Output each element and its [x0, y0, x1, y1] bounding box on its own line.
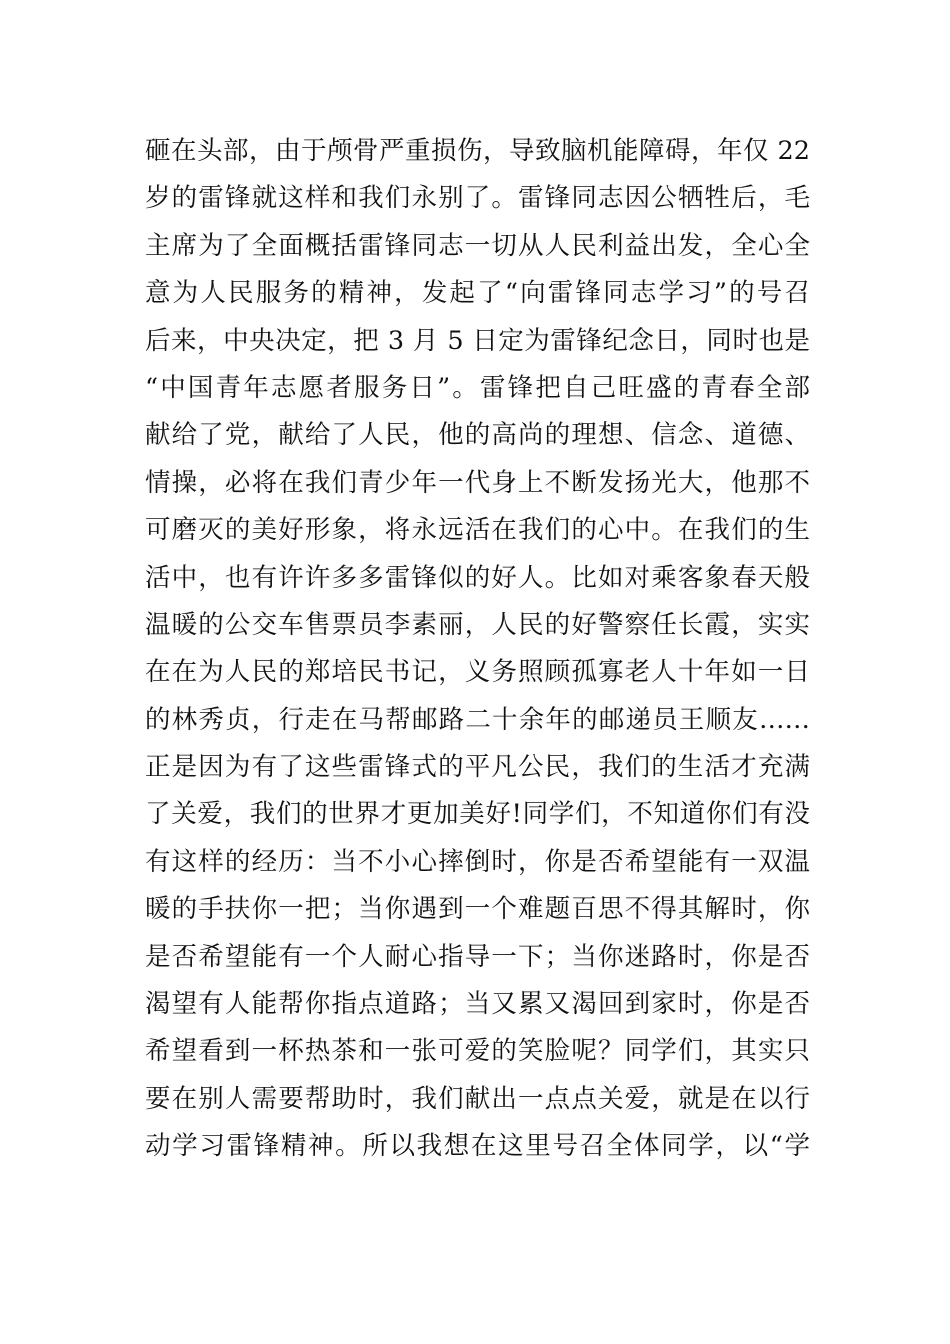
- text-line: 希望看到一杯热茶和一张可爱的笑脸呢？同学们，其实只: [145, 1036, 810, 1067]
- text-line: 后来，中央决定，把 3 月 5 日定为雷锋纪念日，同时也是: [145, 325, 810, 356]
- text-line: 是否希望能有一个人耐心指导一下；当你迷路时，你是否: [145, 941, 810, 972]
- text-line: 有这样的经历：当不小心摔倒时，你是否希望能有一双温: [145, 846, 810, 877]
- text-line: 动学习雷锋精神。所以我想在这里号召全体同学，以“学: [145, 1131, 810, 1162]
- text-line: “中国青年志愿者服务日”。雷锋把自己旺盛的青春全部: [145, 372, 810, 403]
- text-line: 主席为了全面概括雷锋同志一切从人民利益出发，全心全: [145, 230, 810, 261]
- text-line: 在在为人民的郑培民书记，义务照顾孤寡老人十年如一日: [145, 657, 810, 688]
- text-line: 岁的雷锋就这样和我们永别了。雷锋同志因公牺牲后，毛: [145, 183, 810, 214]
- text-line: 温暖的公交车售票员李素丽，人民的好警察任长霞，实实: [145, 609, 810, 640]
- body-paragraph: [145, 128, 810, 1171]
- text-line: 意为人民服务的精神，发起了“向雷锋同志学习”的号召: [145, 278, 810, 309]
- text-line: 渴望有人能帮你指点道路；当又累又渴回到家时，你是否: [145, 989, 810, 1020]
- text-line: 献给了党，献给了人民，他的高尚的理想、信念、道德、: [145, 420, 810, 451]
- text-line: 砸在头部，由于颅骨严重损伤，导致脑机能障碍，年仅 22: [145, 136, 810, 166]
- text-line: 的林秀贞，行走在马帮邮路二十余年的邮递员王顺友……: [145, 704, 810, 735]
- text-line: 要在别人需要帮助时，我们献出一点点关爱，就是在以行: [145, 1083, 810, 1114]
- text-line: 了关爱，我们的世界才更加美好!同学们，不知道你们有没: [145, 799, 810, 830]
- text-line: 可磨灭的美好形象，将永远活在我们的心中。在我们的生: [145, 515, 810, 546]
- text-line: 正是因为有了这些雷锋式的平凡公民，我们的生活才充满: [145, 752, 810, 783]
- text-line: 暖的手扶你一把；当你遇到一个难题百思不得其解时，你: [145, 894, 810, 925]
- text-line: 活中，也有许许多多雷锋似的好人。比如对乘客象春天般: [145, 562, 810, 593]
- text-line: 情操，必将在我们青少年一代身上不断发扬光大，他那不: [145, 467, 810, 498]
